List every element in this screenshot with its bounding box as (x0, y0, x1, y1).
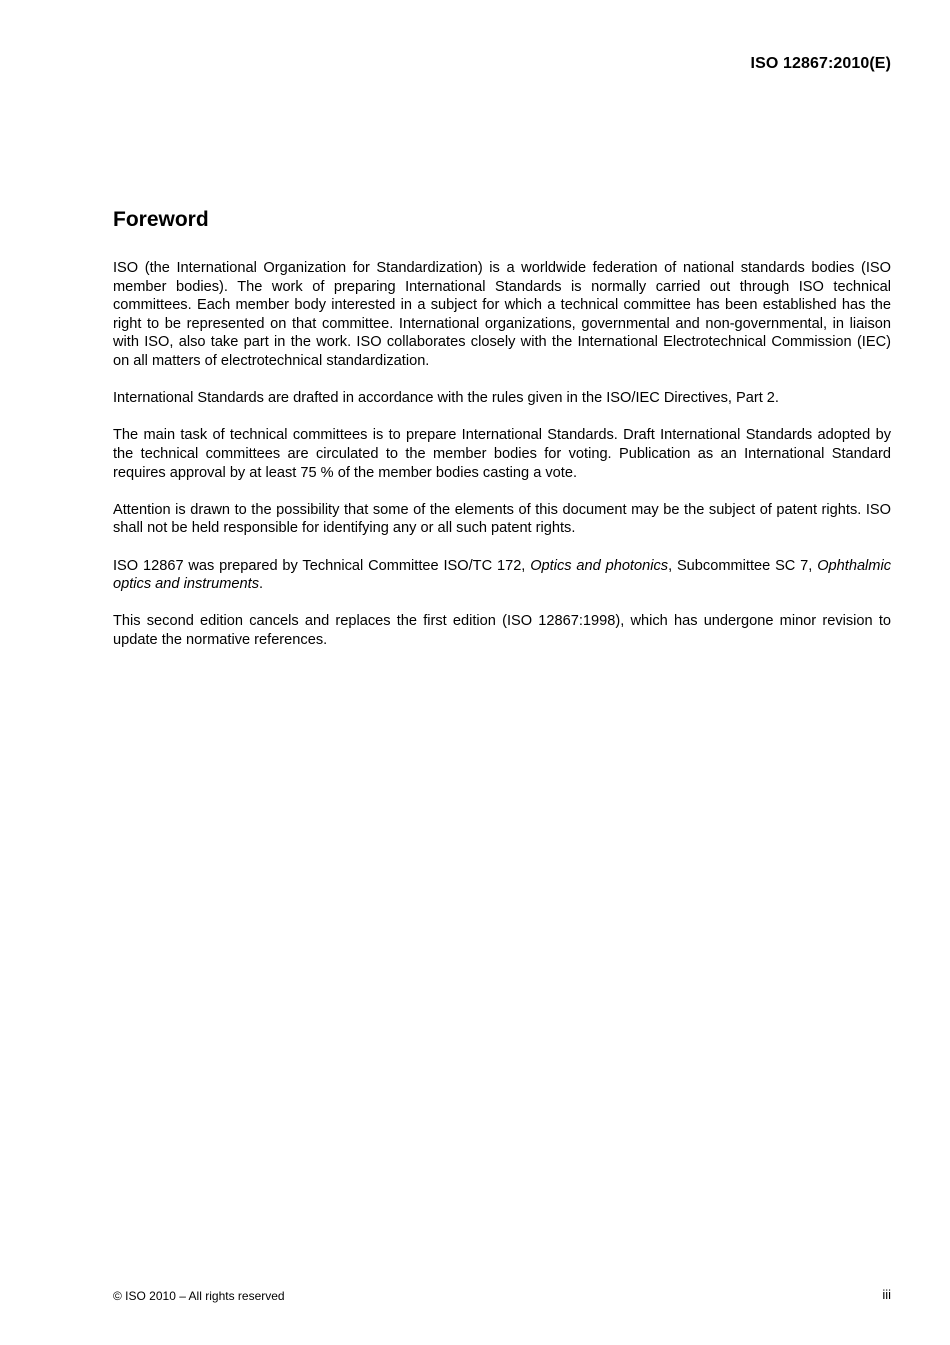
paragraph-patent-rights: Attention is drawn to the possibility that some of the elements of this document may be the subject of patent rights. ISO shall not be held responsible for identifying any or all such patent rights. (113, 501, 891, 537)
paragraph-edition: This second edition cancels and replaces the first edition (ISO 12867:1998), which has undergone minor revision to update the normative references. (113, 613, 891, 648)
page-number: iii (882, 1287, 891, 1302)
page-title: Foreword (113, 208, 209, 231)
prepared-by-lead: ISO 12867 was prepared by Technical Committee ISO/TC 172, (113, 557, 531, 574)
paragraph-iso-federation: ISO (the International Organization for Standardization) is a worldwide federation of national standards bodies (ISO member bodies). The work of preparing International Standards is normally carried out through ISO technical committees. Each member body interested in a subject for which a technical committee has been established has the right to be represented on that committee. International organizations, governmental and non-governmental, in liaison with ISO, also take part in the work. ISO collaborates closely with the International Electrotechnical Commission (IEC) on all matters of electrotechnical standardization. (113, 260, 891, 369)
document-reference: ISO 12867:2010(E) (750, 55, 891, 72)
subcommittee-name: Ophthalmic optics and instruments (113, 557, 891, 593)
paragraph-prepared-by (113, 557, 891, 594)
committee-name: Optics and photonics (530, 557, 669, 574)
prepared-by-mid: , Subcommittee SC 7, (668, 557, 818, 574)
paragraph-main-task: The main task of technical committees is to prepare International Standards. Draft International Standards adopted by the technical committees are circulated to the member bodies for voting. Publication as an International Standard requires approval by at least 75 % of the member bodies casting a vote. (113, 427, 891, 481)
foreword-body (113, 259, 891, 649)
footer-copyright: © ISO 2010 – All rights reserved (113, 1289, 285, 1303)
paragraph-drafting-rules: International Standards are drafted in accordance with the rules given in the ISO/IEC Directives, Part 2. (113, 390, 779, 407)
prepared-by-end: . (259, 576, 264, 593)
